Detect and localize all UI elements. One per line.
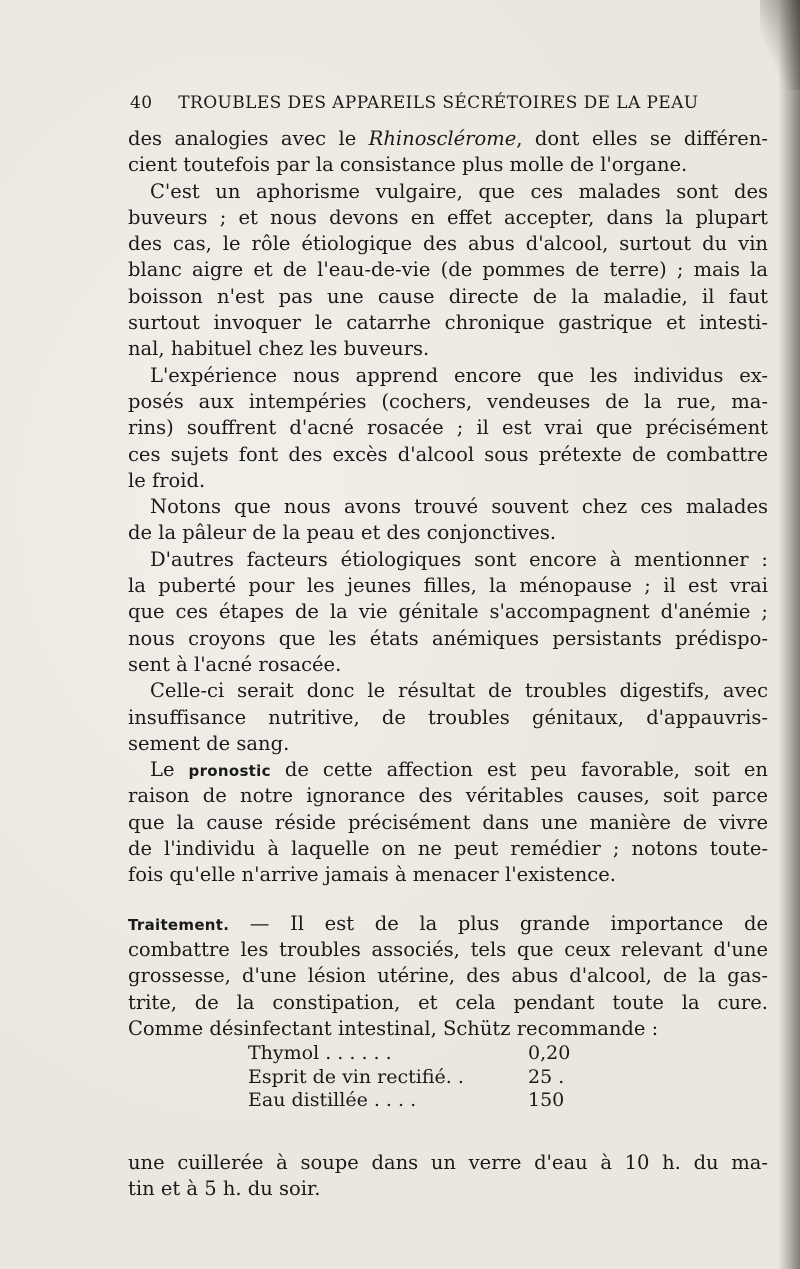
- text-fragment: , dont elles se différen-: [516, 127, 768, 150]
- section-heading: Traitement.: [128, 915, 230, 934]
- text-line: sement de sang.: [128, 731, 290, 755]
- page-number: 40: [130, 93, 153, 113]
- text-line: nous croyons que les états anémiques persistants prédispo-: [128, 626, 768, 650]
- text-line: [128, 911, 768, 937]
- text-line: rins) souffrent d'acné rosacée ; il est vrai que précisément: [128, 416, 768, 440]
- text-line: surtout invoquer le catarrhe chronique gastrique et intesti-: [128, 311, 768, 335]
- ingredient-quantity: 0,20: [528, 1042, 571, 1064]
- ingredient-quantity: 150: [528, 1089, 565, 1111]
- text-line: combattre les troubles associés, tels que ceux relevant d'une: [128, 937, 768, 961]
- body-text: [128, 126, 768, 1042]
- text-line: tin et à 5 h. du soir.: [128, 1177, 321, 1201]
- prescription-row: [248, 1042, 608, 1066]
- text-line: le froid.: [128, 468, 206, 492]
- dosage-instructions: [128, 1150, 768, 1203]
- text-fragment: Le: [150, 758, 189, 782]
- text-line: la puberté pour les jeunes filles, la ménopause ; il est vrai: [128, 574, 768, 598]
- text-line: L'expérience nous apprend encore que les individus ex-: [150, 363, 768, 387]
- ingredient-name: Eau distillée . . . .: [248, 1089, 417, 1111]
- text-line: nal, habituel chez les buveurs.: [128, 337, 430, 361]
- prescription-row: [248, 1066, 608, 1090]
- bold-term: pronostic: [188, 762, 271, 781]
- text-line: que ces étapes de la vie génitale s'accompagnent d'anémie ;: [128, 600, 768, 624]
- text-line: [128, 126, 768, 152]
- text-line: fois qu'elle n'arrive jamais à menacer l'existence.: [128, 863, 616, 887]
- text-line: une cuillerée à soupe dans un verre d'eau à 10 h. du ma-: [128, 1151, 768, 1174]
- text-line: insuffisance nutritive, de troubles génitaux, d'appauvris-: [128, 705, 768, 729]
- section-gap: [128, 889, 768, 911]
- text-line: de la pâleur de la peau et des conjonctives.: [128, 521, 557, 545]
- prescription: [248, 1042, 608, 1113]
- text-line: ces sujets font des excès d'alcool sous prétexte de combattre: [128, 442, 768, 466]
- text-line: de l'individu à laquelle on ne peut remédier ; notons toute-: [128, 837, 768, 861]
- text-line: sent à l'acné rosacée.: [128, 652, 342, 676]
- text-line: buveurs ; et nous devons en effet accepter, dans la plupart: [128, 205, 768, 229]
- corner-shadow: [760, 0, 800, 90]
- italic-term: Rhinosclérome: [368, 127, 517, 150]
- ingredient-name: Thymol . . . . . .: [248, 1042, 392, 1064]
- running-header: [130, 93, 760, 113]
- page-spine-shadow: [778, 0, 800, 1269]
- text-line: Notons que nous avons trouvé souvent chez ces malades: [150, 495, 768, 519]
- ingredient-quantity: 25 .: [528, 1065, 565, 1088]
- text-fragment: des analogies avec le: [128, 127, 369, 150]
- text-line: [128, 757, 768, 783]
- running-title: TROUBLES DES APPAREILS SÉCRÉTOIRES DE LA PEAU: [178, 93, 699, 113]
- text-line: C'est un aphorisme vulgaire, que ces malades sont des: [150, 179, 768, 203]
- ingredient-name: Esprit de vin rectifié. .: [248, 1065, 464, 1088]
- text-line: que la cause réside précisément dans une manière de vivre: [128, 810, 768, 834]
- text-line: des cas, le rôle étiologique des abus d'alcool, surtout du vin: [128, 232, 768, 256]
- text-line: trite, de la constipation, et cela pendant toute la cure.: [128, 990, 768, 1014]
- text-fragment: — Il est de la plus grande importance de: [229, 911, 768, 935]
- text-fragment: de cette affection est peu favorable, soit en: [270, 758, 768, 782]
- text-line: cient toutefois par la consistance plus molle de l'organe.: [128, 153, 688, 177]
- text-line: raison de notre ignorance des véritables causes, soit parce: [128, 784, 768, 808]
- text-line: blanc aigre et de l'eau-de-vie (de pommes de terre) ; mais la: [128, 258, 768, 282]
- text-line: Comme désinfectant intestinal, Schütz recommande :: [128, 1016, 659, 1040]
- text-line: posés aux intempéries (cochers, vendeuses de la rue, ma-: [128, 389, 768, 413]
- text-line: boisson n'est pas une cause directe de la maladie, il faut: [128, 284, 768, 308]
- text-line: grossesse, d'une lésion utérine, des abus d'alcool, de la gas-: [128, 964, 768, 988]
- text-line: D'autres facteurs étiologiques sont encore à mentionner :: [150, 547, 768, 571]
- prescription-row: [248, 1089, 608, 1113]
- text-line: Celle-ci serait donc le résultat de troubles digestifs, avec: [150, 679, 768, 703]
